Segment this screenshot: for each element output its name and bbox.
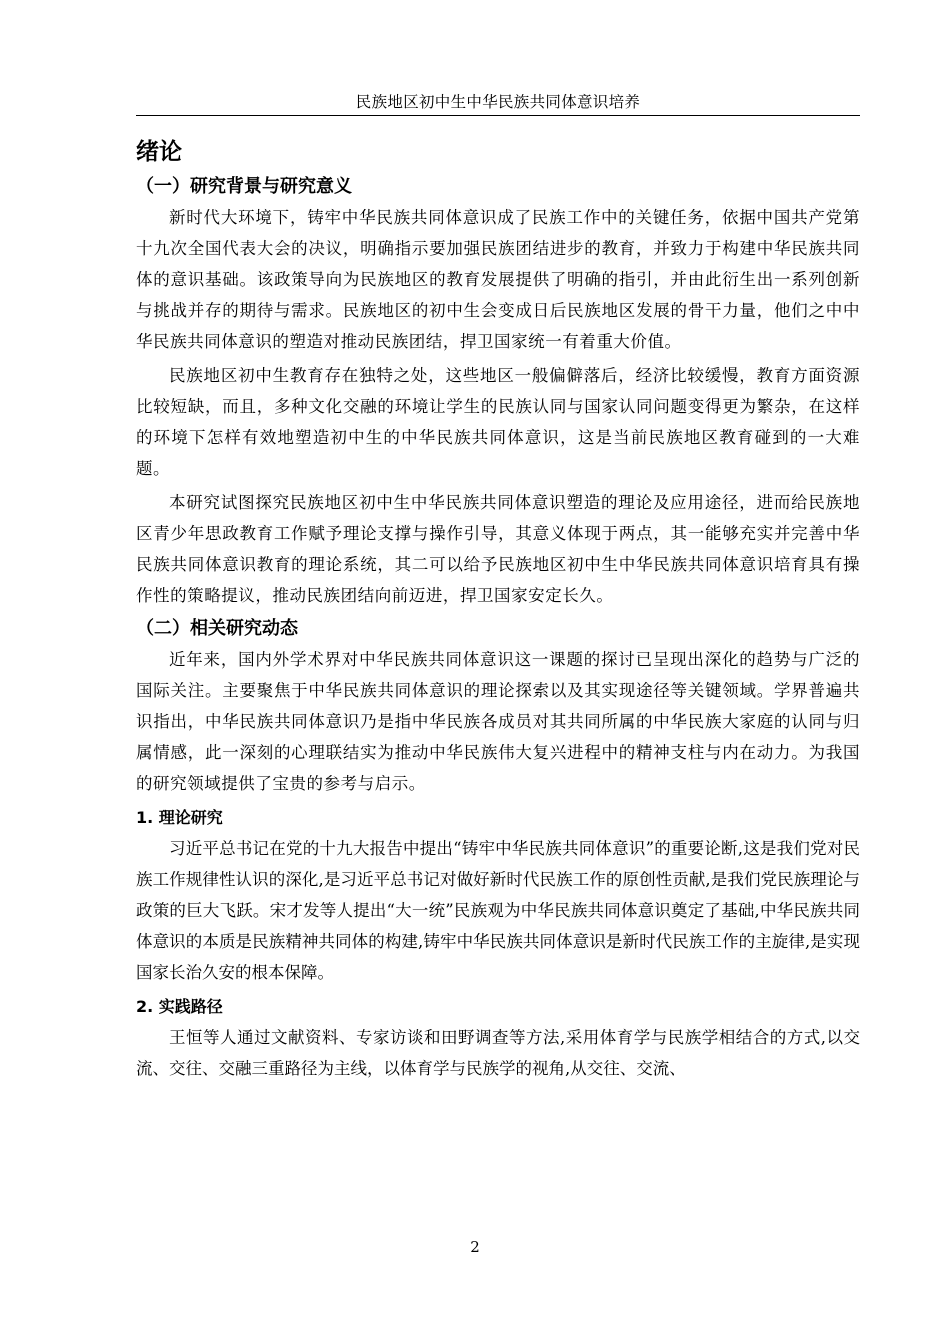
page-number: 2 (470, 1238, 480, 1256)
section-title-research-status: （二）相关研究动态 (136, 618, 298, 639)
paragraph-research-status-1: 近年来，国内外学术界对中华民族共同体意识这一课题的探讨已呈现出深化的趋势与广泛的国际关注。主要聚焦于中华民族共同体意识的理论探索以及其实现途径等关键领域。学界普遍共识指出，中华民族共同体意识乃是指中华民族各成员对其共同所属的中华民族大家庭的认同与归属情感，此一深刻的心理联结实为推动中华民族伟大复兴进程中的精神支柱与内在动力。为我国的研究领域提供了宝贵的参考与启示。 (136, 650, 860, 793)
running-header: 民族地区初中生中华民族共同体意识培养 (355, 93, 641, 111)
subsection-title-practice: 2. 实践路径 (136, 997, 223, 1016)
paragraph-background-3: 本研究试图探究民族地区初中生中华民族共同体意识塑造的理论及应用途径，进而给民族地区青少年思政教育工作赋予理论支撑与操作引导，其意义体现于两点，其一能够充实并完善中华民族共同体意识教育的理论系统，其二可以给予民族地区初中生中华民族共同体意识培育具有操作性的策略提议，推动民族团结向前迈进，捍卫国家安定长久。 (136, 493, 860, 605)
paragraph-background-1: 新时代大环境下，铸牢中华民族共同体意识成了民族工作中的关键任务，依据中国共产党第十九次全国代表大会的决议，明确指示要加强民族团结进步的教育，并致力于构建中华民族共同体的意识基础。该政策导向为民族地区的教育发展提供了明确的指引，并由此衍生出一系列创新与挑战并存的期待与需求。民族地区的初中生会变成日后民族地区发展的骨干力量，他们之中中华民族共同体意识的塑造对推动民族团结，捍卫国家统一有着重大价值。 (136, 208, 860, 351)
chapter-title: 绪论 (136, 139, 182, 165)
paragraph-theory-1: 习近平总书记在党的十九大报告中提出“铸牢中华民族共同体意识”的重要论断,这是我们党对民族工作规律性认识的深化,是习近平总书记对做好新时代民族工作的原创性贡献,是我们党民族理论与政策的巨大飞跃。宋才发等人提出“大一统”民族观为中华民族共同体意识奠定了基础,中华民族共同体意识的本质是民族精神共同体的构建,铸牢中华民族共同体意识是新时代民族工作的主旋律,是实现国家长治久安的根本保障。 (136, 839, 860, 982)
paragraph-background-2: 民族地区初中生教育存在独特之处，这些地区一般偏僻落后，经济比较缓慢，教育方面资源比较短缺，而且，多种文化交融的环境让学生的民族认同与国家认同问题变得更为繁杂，在这样的环境下怎样有效地塑造初中生的中华民族共同体意识，这是当前民族地区教育碰到的一大难题。 (136, 366, 860, 478)
page-body (136, 132, 860, 1084)
subsection-title-theory: 1. 理论研究 (136, 808, 223, 827)
paragraph-practice-1: 王恒等人通过文献资料、专家访谈和田野调查等方法,采用体育学与民族学相结合的方式,以交流、交往、交融三重路径为主线，以体育学与民族学的视角,从交往、交流、 (136, 1028, 860, 1078)
section-title-background: （一）研究背景与研究意义 (136, 176, 352, 197)
header-rule (136, 115, 860, 116)
